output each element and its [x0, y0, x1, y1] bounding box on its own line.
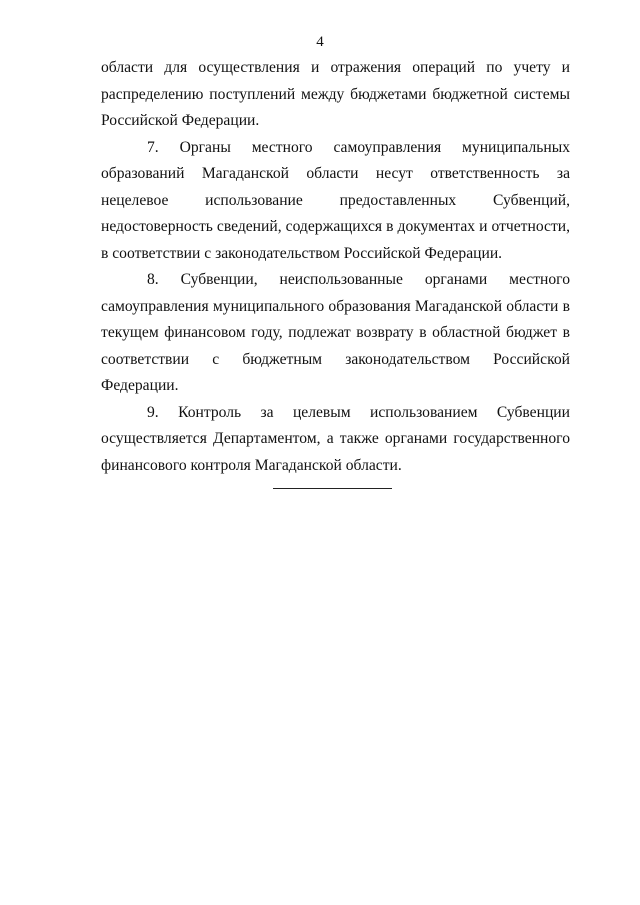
- paragraph-item-8: 8. Субвенции, неиспользованные органами местного самоуправления муниципального образования Магаданской области в текущем финансовом году, подлежат возврату в областной бюджет в соответствии с бюджетным законодательством Российской Федерации.: [101, 271, 570, 394]
- document-body: [101, 55, 570, 479]
- page-number: 4: [316, 34, 324, 50]
- end-separator-line: [273, 488, 392, 489]
- paragraph-item-7: 7. Органы местного самоуправления муниципальных образований Магаданской области несут ответственность за нецелевое использование предоставленных Субвенций, недостоверность сведений, содержащихся в документах и отчетности, в соответствии с законодательством Российской Федерации.: [101, 138, 570, 262]
- paragraph-continuation: области для осуществления и отражения операций по учету и распределению поступлений между бюджетами бюджетной системы Российской Федерации.: [101, 59, 570, 129]
- paragraph-item-9: 9. Контроль за целевым использованием Субвенции осуществляется Департаментом, а также органами государственного финансового контроля Магаданской области.: [101, 403, 570, 474]
